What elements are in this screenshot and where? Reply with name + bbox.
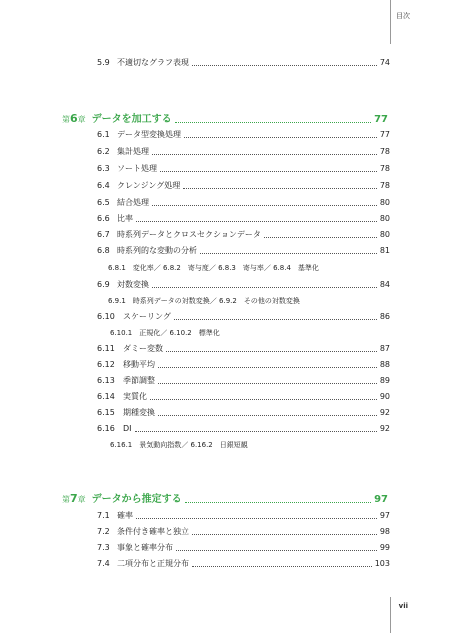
toc-entry-6-3[interactable] <box>97 164 390 174</box>
entry-number: 6.2 <box>97 147 110 156</box>
entry-page: 89 <box>379 376 390 385</box>
entry-number: 6.15 <box>97 408 115 417</box>
toc-entry-7-2[interactable] <box>97 527 390 537</box>
leader-dots <box>166 350 377 352</box>
toc-entry-6-11[interactable] <box>97 344 390 354</box>
leader-dots <box>150 398 377 400</box>
entry-number: 7.2 <box>97 527 110 536</box>
entry-title: 移動平均 <box>123 360 155 369</box>
toc-entry-6-14[interactable] <box>97 392 390 402</box>
entry-title: 対数変換 <box>117 280 149 289</box>
chapter-7-label: 第7章 <box>62 492 86 505</box>
entry-title: DI <box>123 424 132 433</box>
entry-title: 時系列的な変動の分析 <box>117 246 197 255</box>
toc-entry-6-2[interactable] <box>97 147 390 157</box>
entry-title: スケーリング <box>123 312 171 321</box>
entry-page: 92 <box>379 424 390 433</box>
toc-entry-6-6[interactable] <box>97 214 390 224</box>
entry-number: 6.6 <box>97 214 110 223</box>
entry-page: 78 <box>379 147 390 156</box>
entry-number: 6.14 <box>97 392 115 401</box>
entry-page: 74 <box>379 58 390 67</box>
leader-dots <box>200 252 377 254</box>
leader-dots <box>183 187 377 189</box>
entry-title: 条件付き確率と独立 <box>117 527 189 536</box>
sub-entries-6-10[interactable]: 6.10.1 正規化／ 6.10.2 標準化 <box>110 329 220 337</box>
chapter-6-title: データを加工する <box>91 114 172 125</box>
entry-number: 6.3 <box>97 164 110 173</box>
leader-dots <box>184 136 377 138</box>
entry-title: ダミー変数 <box>123 344 163 353</box>
entry-page: 84 <box>379 280 390 289</box>
leader-dots <box>160 170 377 172</box>
toc-entry-7-4[interactable] <box>97 559 390 569</box>
leader-dots <box>152 153 377 155</box>
chapter-6-heading[interactable] <box>62 113 388 126</box>
sub-entries-6-9[interactable]: 6.9.1 時系列データの対数変換／ 6.9.2 その他の対数変換 <box>108 297 300 305</box>
toc-entry-6-8[interactable] <box>97 246 390 256</box>
toc-entry-6-1[interactable] <box>97 130 390 140</box>
entry-page: 78 <box>379 164 390 173</box>
entry-number: 6.1 <box>97 130 110 139</box>
toc-entry-6-10[interactable] <box>97 312 390 322</box>
entry-page: 77 <box>379 130 390 139</box>
leader-dots <box>192 565 372 567</box>
running-header: 目次 <box>396 12 410 20</box>
entry-title: 季節調整 <box>123 376 155 385</box>
toc-entry-6-5[interactable] <box>97 198 390 208</box>
entry-title: 集計処理 <box>117 147 149 156</box>
toc-entry-6-4[interactable] <box>97 181 390 191</box>
entry-title: 時系列データとクロスセクションデータ <box>117 230 261 239</box>
chapter-6-page: 77 <box>374 114 388 125</box>
entry-number: 5.9 <box>97 58 110 67</box>
toc-entry-6-12[interactable] <box>97 360 390 370</box>
toc-entry-6-13[interactable] <box>97 376 390 386</box>
entry-page: 98 <box>379 527 390 536</box>
entry-page: 92 <box>379 408 390 417</box>
entry-page: 80 <box>379 230 390 239</box>
entry-number: 6.9 <box>97 280 110 289</box>
entry-title: クレンジング処理 <box>117 181 181 190</box>
leader-dots <box>152 286 377 288</box>
leader-dots <box>158 414 377 416</box>
chapter-7-heading[interactable] <box>62 493 388 506</box>
entry-title: 二項分布と正規分布 <box>117 559 189 568</box>
toc-entry-6-16[interactable] <box>97 424 390 434</box>
leader-dots <box>176 549 377 551</box>
chapter-7-page: 97 <box>374 494 388 505</box>
toc-entry-6-7[interactable] <box>97 230 390 240</box>
sub-entries-6-8[interactable]: 6.8.1 変化率／ 6.8.2 寄与度／ 6.8.3 寄与率／ 6.8.4 基準化 <box>108 264 319 272</box>
entry-number: 7.3 <box>97 543 110 552</box>
leader-dots <box>152 204 377 206</box>
entry-page: 103 <box>374 559 390 568</box>
leader-dots <box>158 382 377 384</box>
entry-page: 99 <box>379 543 390 552</box>
entry-number: 6.8 <box>97 246 110 255</box>
entry-number: 6.13 <box>97 376 115 385</box>
entry-page: 97 <box>379 511 390 520</box>
entry-page: 88 <box>379 360 390 369</box>
entry-title: 期種変換 <box>123 408 155 417</box>
footer-rule <box>390 597 391 633</box>
toc-entry-7-1[interactable] <box>97 511 390 521</box>
chapter-6-label: 第6章 <box>62 112 86 125</box>
entry-number: 6.7 <box>97 230 110 239</box>
entry-page: 81 <box>379 246 390 255</box>
entry-page: 80 <box>379 214 390 223</box>
leader-dots <box>264 236 377 238</box>
header-rule <box>390 0 391 44</box>
entry-page: 80 <box>379 198 390 207</box>
leader-dots <box>192 64 377 66</box>
entry-title: ソート処理 <box>117 164 157 173</box>
toc-entry-6-15[interactable] <box>97 408 390 418</box>
leader-dots <box>174 318 377 320</box>
entry-number: 7.4 <box>97 559 110 568</box>
toc-entry-6-9[interactable] <box>97 280 390 290</box>
sub-entries-6-16[interactable]: 6.16.1 景気動向指数／ 6.16.2 日銀短観 <box>110 441 248 449</box>
leader-dots <box>185 501 371 503</box>
entry-number: 6.5 <box>97 198 110 207</box>
leader-dots <box>136 220 377 222</box>
leader-dots <box>175 121 371 123</box>
entry-page: 87 <box>379 344 390 353</box>
entry-number: 6.16 <box>97 424 115 433</box>
entry-title: 事象と確率分布 <box>117 543 173 552</box>
entry-number: 7.1 <box>97 511 110 520</box>
entry-title: 比率 <box>117 214 133 223</box>
toc-entry-5-9[interactable] <box>97 58 390 68</box>
entry-number: 6.11 <box>97 344 115 353</box>
entry-page: 90 <box>379 392 390 401</box>
leader-dots <box>135 430 377 432</box>
entry-number: 6.12 <box>97 360 115 369</box>
entry-number: 6.4 <box>97 181 110 190</box>
leader-dots <box>136 517 377 519</box>
toc-entry-7-3[interactable] <box>97 543 390 553</box>
entry-page: 86 <box>379 312 390 321</box>
entry-title: 確率 <box>117 511 133 520</box>
entry-title: 実質化 <box>123 392 147 401</box>
entry-number: 6.10 <box>97 312 115 321</box>
page-number: vii <box>398 602 408 610</box>
leader-dots <box>158 366 377 368</box>
chapter-7-title: データから推定する <box>91 494 182 505</box>
entry-title: データ型変換処理 <box>117 130 181 139</box>
entry-title: 不適切なグラフ表現 <box>117 58 189 67</box>
entry-page: 78 <box>379 181 390 190</box>
entry-title: 結合処理 <box>117 198 149 207</box>
leader-dots <box>192 533 377 535</box>
